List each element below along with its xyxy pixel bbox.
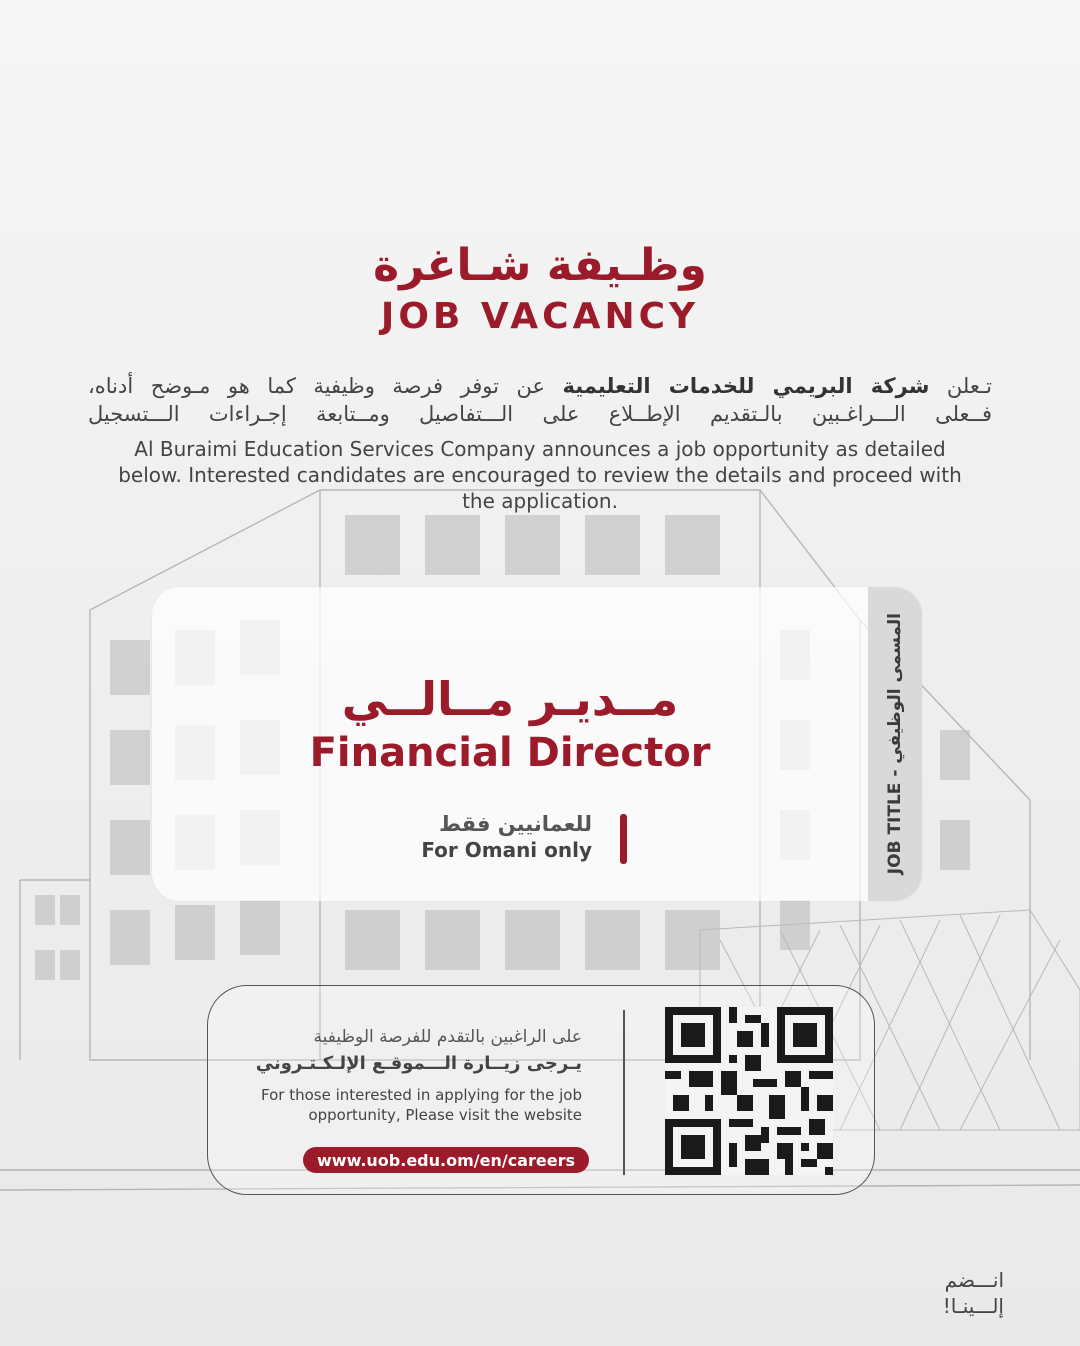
intro-ar-prefix: تـعلن — [946, 374, 992, 398]
title-arabic: وظـيفة شـاغرة — [373, 240, 707, 291]
intro-ar-company: شركة البريمي للخدمات التعليمية — [562, 374, 930, 398]
apply-text-arabic-1: على الراغبين بالتقدم للفرصة الوظيفية — [313, 1027, 582, 1047]
join-line-2: إلـــينـا! — [942, 1294, 1004, 1318]
apply-text-english: For those interested in applying for the job opportunity, Please visit the website — [261, 1086, 582, 1124]
intro-english: Al Buraimi Education Services Company announces a job opportunity as detailed below. Interested candidates are encouraged to review the details and proceed with the application. — [118, 437, 962, 513]
eligibility-english: For Omani only — [421, 838, 592, 862]
job-title-tab-label-wrap — [868, 587, 922, 901]
join-us-tagline — [900, 1267, 1004, 1319]
qr-code-icon[interactable] — [665, 1007, 833, 1175]
careers-url-link[interactable]: www.uob.edu.om/en/careers — [303, 1147, 589, 1173]
eligibility-accent-bar — [620, 814, 627, 864]
intro-ar-suffix: عن توفر فرصة وظيفية كما هو مـوضح أدناه، — [88, 374, 545, 398]
intro-ar-line2: فــعلى الـــراغـبين بالـتقديم الإطــلاع على الـــتفاصيل ومــتابعة إجـراءات الـــتسجيل — [88, 402, 992, 426]
intro-arabic — [0, 372, 1080, 428]
apply-text-arabic-2: يـرجى زيــارة الـــموقـع الإلـكـتـروني — [255, 1053, 582, 1074]
job-title-tab-label: JOB TITLE - المسمى الوظيفي — [885, 613, 905, 875]
title-english: JOB VACANCY — [380, 296, 700, 337]
apply-divider — [623, 1010, 625, 1175]
job-title-arabic: مــديـر مــالــي — [341, 672, 679, 726]
job-title-english: Financial Director — [309, 730, 711, 776]
join-line-1: انـــضم — [944, 1268, 1004, 1292]
eligibility-arabic: للعمانيين فقط — [439, 812, 592, 836]
